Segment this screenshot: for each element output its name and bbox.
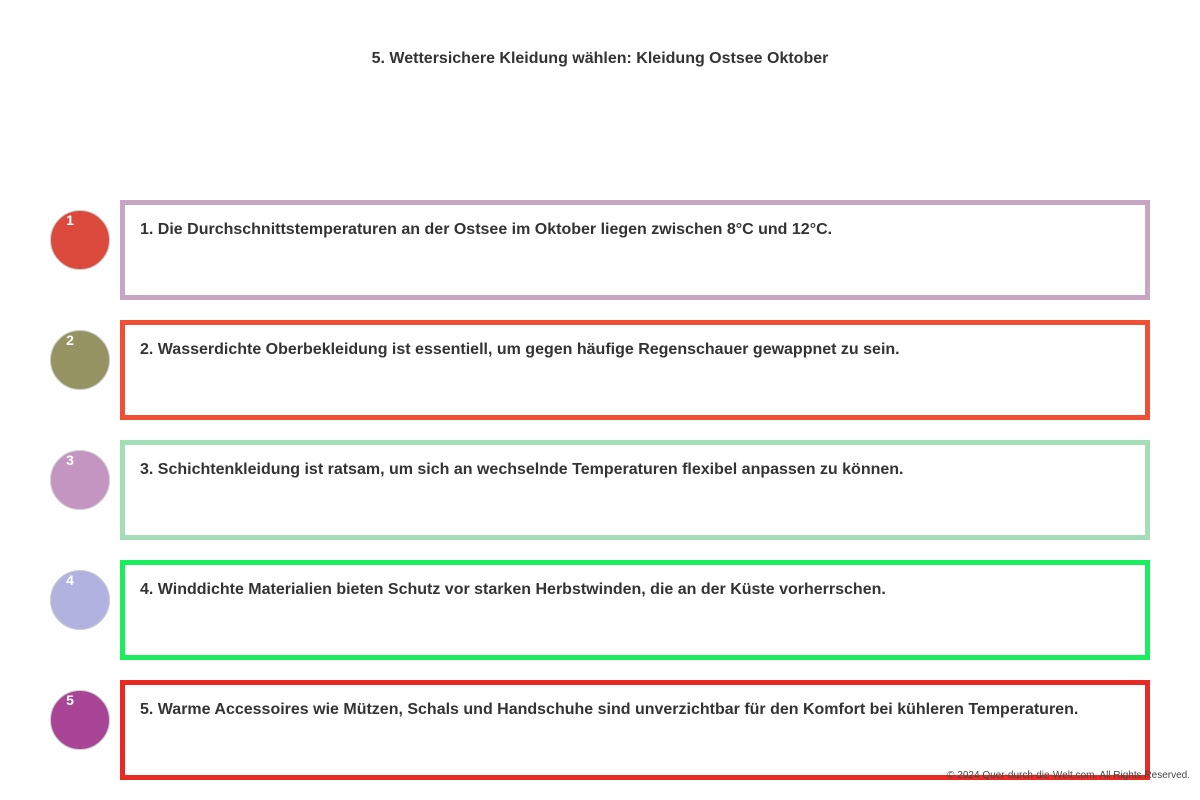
step-text-box bbox=[120, 200, 1150, 300]
step-text: 2. Wasserdichte Oberbekleidung ist essentiell, um gegen häufige Regenschauer gewappnet zu sein. bbox=[140, 341, 900, 358]
step-number: 1 bbox=[66, 212, 74, 228]
step-text: 5. Warme Accessoires wie Mützen, Schals und Handschuhe sind unverzichtbar für den Komfort bei kühleren Temperaturen. bbox=[140, 701, 1079, 718]
step-text-box bbox=[120, 440, 1150, 540]
step-number: 5 bbox=[66, 692, 74, 708]
step-3 bbox=[50, 440, 1150, 540]
step-4 bbox=[50, 560, 1150, 660]
step-number: 2 bbox=[66, 332, 74, 348]
step-text: 1. Die Durchschnittstemperaturen an der Ostsee im Oktober liegen zwischen 8°C und 12°C. bbox=[140, 221, 833, 238]
step-text-box bbox=[120, 320, 1150, 420]
copyright-footer: © 2024 Quer-durch-die-Welt.com. All Rights Reserved. bbox=[947, 770, 1190, 781]
step-number: 3 bbox=[66, 452, 74, 468]
step-text-box bbox=[120, 680, 1150, 780]
step-text: 4. Winddichte Materialien bieten Schutz vor starken Herbstwinden, die an der Küste vorherrschen. bbox=[140, 581, 886, 598]
step-5 bbox=[50, 680, 1150, 780]
step-2 bbox=[50, 320, 1150, 420]
step-number: 4 bbox=[66, 572, 74, 588]
step-1 bbox=[50, 200, 1150, 300]
step-text: 3. Schichtenkleidung ist ratsam, um sich an wechselnde Temperaturen flexibel anpassen zu können. bbox=[140, 461, 904, 478]
step-text-box bbox=[120, 560, 1150, 660]
diagram-title: 5. Wettersichere Kleidung wählen: Kleidung Ostsee Oktober bbox=[371, 50, 829, 67]
